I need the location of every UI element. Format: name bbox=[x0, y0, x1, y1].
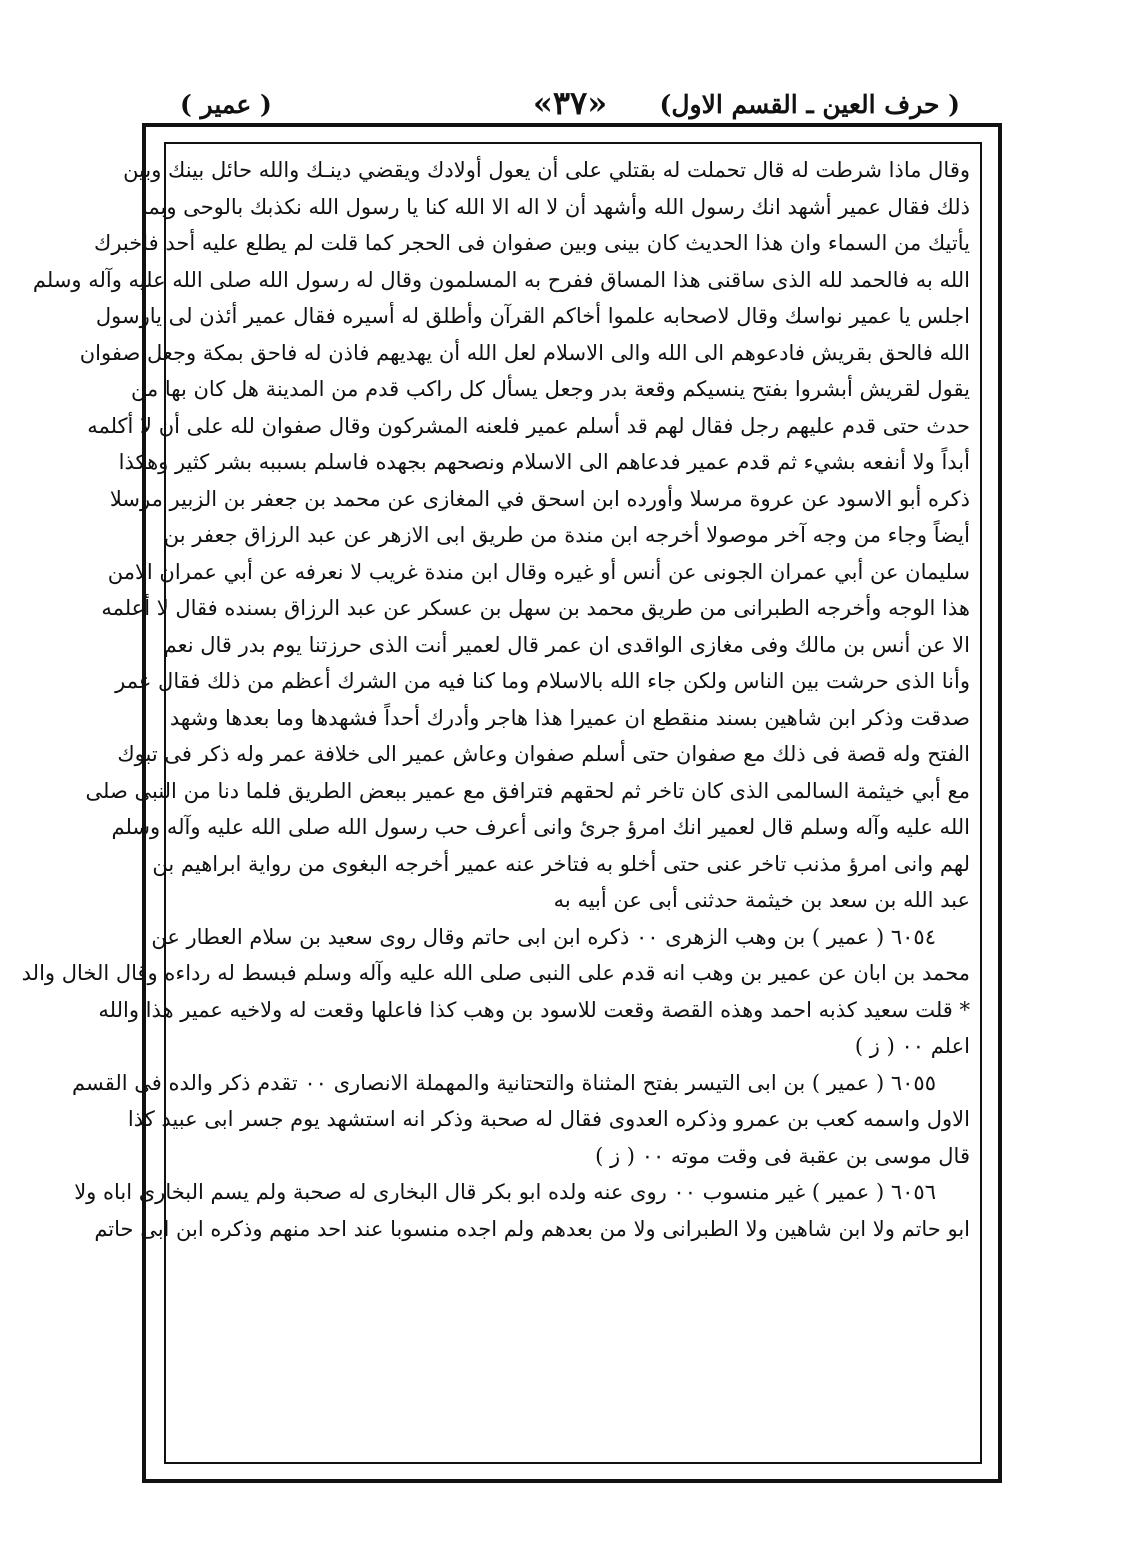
running-head-section: ( حرف العين ـ القسم الاول) bbox=[659, 90, 960, 119]
text-line: اجلس يا عمير نواسك وقال لاصحابه علموا أخاكم القرآن وأطلق له أسيره فقال عمير أئذن لى يارسول bbox=[95, 304, 970, 328]
text-line: الا عن أنس بن مالك وفى مغازى الواقدى ان عمر قال لعمير أنت الذى حرزتنا يوم بدر قال نعم bbox=[163, 632, 970, 657]
text-line: مع أبي خيثمة السالمى الذى كان تاخر ثم لحقهم فترافق مع عمير ببعض الطريق فلما دنا من النبى صلى bbox=[85, 778, 970, 803]
text-line: هذا الوجه وأخرجه الطبرانى من طريق محمد بن سهل بن عسكر عن عبد الرزاق بسنده فقال لا أعلمه bbox=[101, 596, 970, 620]
entry-heading-line: ٦٠٥٦ ( عمير ) غير منسوب ٠٠ روى عنه ولده ابو بكر قال البخارى له صحبة ولم يسم البخارى اباه ولا bbox=[74, 1180, 936, 1204]
text-line: يقول لقريش أبشروا بفتح ينسيكم وقعة بدر وجعل يسأل كل راكب قدم من المدينة هل كان بها من bbox=[131, 377, 970, 401]
text-line: أيضاً وجاء من وجه آخر موصولا أخرجه ابن مندة من طريق ابى الازهر عن عبد الرزاق جعفر بن bbox=[163, 523, 970, 547]
text-line: صدقت وذكر ابن شاهين بسند منقطع ان عميرا هذا هاجر وأدرك أحداً فشهدها وما بعدها وشهد bbox=[169, 705, 970, 730]
page-number: «٣٧» bbox=[532, 84, 608, 122]
text-line: ابو حاتم ولا ابن شاهين ولا الطبرانى ولا من بعدهم ولم اجده منسوبا عند احد منهم وذكره ابن ابى حاتم bbox=[94, 1216, 970, 1241]
text-line: الفتح وله قصة فى ذلك مع صفوان حتى أسلم صفوان وعاش عمير الى خلافة عمر وله ذكر فى تبوك bbox=[117, 742, 970, 766]
text-line: ذلك فقال عمير أشهد انك رسول الله وأشهد أن لا اله الا الله كنا يا رسول الله نكذبك بالوحى وبما bbox=[141, 194, 970, 219]
text-line: وقال ماذا شرطت له قال تحملت له بقتلي على أن يعول أولادك ويقضي دينـك والله حائل بينك وبين bbox=[123, 158, 970, 182]
text-line: الله عليه وآله وسلم قال لعمير انك امرؤ جرئ وانى أعرف حب رسول الله صلى الله عليه وآله وسلم bbox=[111, 815, 970, 839]
entry-heading-line: ٦٠٥٥ ( عمير ) بن ابى التيسر بفتح المثناة والتحتانية والمهملة الانصارى ٠٠ تقدم ذكر والده فى القسم bbox=[72, 1070, 936, 1095]
text-line: * قلت سعيد كذبه احمد وهذه القصة وقعت للاسود بن وهب كذا فاعلها وقعت له ولاخيه عمير هذا والله bbox=[98, 997, 970, 1022]
entry-6054 bbox=[21, 919, 970, 1065]
text-line: سليمان عن أبي عمران الجونى عن أنس أو غيره وقال ابن مندة غريب لا نعرفه عن أبي عمران الامن bbox=[107, 559, 970, 584]
entry-6056 bbox=[74, 1174, 970, 1247]
text-line: وأنا الذى حرشت بين الناس ولكن جاء الله بالاسلام وما كنا فيه من الشرك أعظم من ذلك فقال عمر bbox=[115, 669, 970, 693]
running-head-entry-name: ( عمير ) bbox=[180, 90, 272, 119]
text-line: الله فالحق بقريش فادعوهم الى الله والى الاسلام لعل الله أن يهديهم فاذن له فاحق بمكة وجعل صفوان bbox=[79, 340, 970, 365]
text-line: يأتيك من السماء وان هذا الحديث كان بينى وبين صفوان فى الحجر كما قلت لم يطلع عليه أحد فاخبرك bbox=[94, 231, 970, 255]
text-line: محمد بن ابان عن عمير بن وهب انه قدم على النبى صلى الله عليه وآله وسلم فبسط له رداءه وقال الخال والد bbox=[21, 961, 970, 985]
entry-heading-line: ٦٠٥٤ ( عمير ) بن وهب الزهرى ٠٠ ذكره ابن ابى حاتم وقال روى سعيد بن سلام العطار عن bbox=[151, 924, 936, 949]
text-line: الاول واسمه كعب بن عمرو وذكره العدوى فقال له صحبة وذكر انه استشهد يوم جسر ابى عبيد كذا bbox=[127, 1107, 970, 1131]
entry-6055 bbox=[72, 1065, 970, 1175]
text-line: لهم وانى امرؤ مذنب تاخر عنى حتى أخلو به فتاخر عنه عمير أخرجه البغوى من رواية ابراهيم بن bbox=[152, 851, 970, 876]
text-line: عبد الله بن سعد بن خيثمة حدثنى أبى عن أبيه به bbox=[553, 888, 970, 912]
text-line: الله به فالحمد لله الذى ساقنى هذا المساق ففرح به المسلمون وقال له رسول الله صلى الله عليه وآله وسلم bbox=[32, 267, 970, 292]
main-text-block bbox=[21, 152, 970, 1247]
continued-entry bbox=[32, 152, 970, 919]
text-line: قال موسى بن عقبة فى وقت موته ٠٠ ( ز ) bbox=[595, 1143, 970, 1168]
text-line: حدث حتى قدم عليهم رجل فقال لهم قد أسلم عمير فلعنه المشركون وقال صفوان لله على أن لا أكلمه bbox=[87, 413, 970, 438]
text-line: اعلم ٠٠ ( ز ) bbox=[854, 1034, 970, 1058]
text-line: أبداً ولا أنفعه بشيء ثم قدم عمير فدعاهم الى الاسلام ونصحهم بجهده فاسلم بسببه بشر كثير وهكذا bbox=[118, 450, 970, 474]
text-line: ذكره أبو الاسود عن عروة مرسلا وأورده ابن اسحق في المغازى عن محمد بن جعفر بن الزبير مرسلا bbox=[109, 486, 970, 511]
